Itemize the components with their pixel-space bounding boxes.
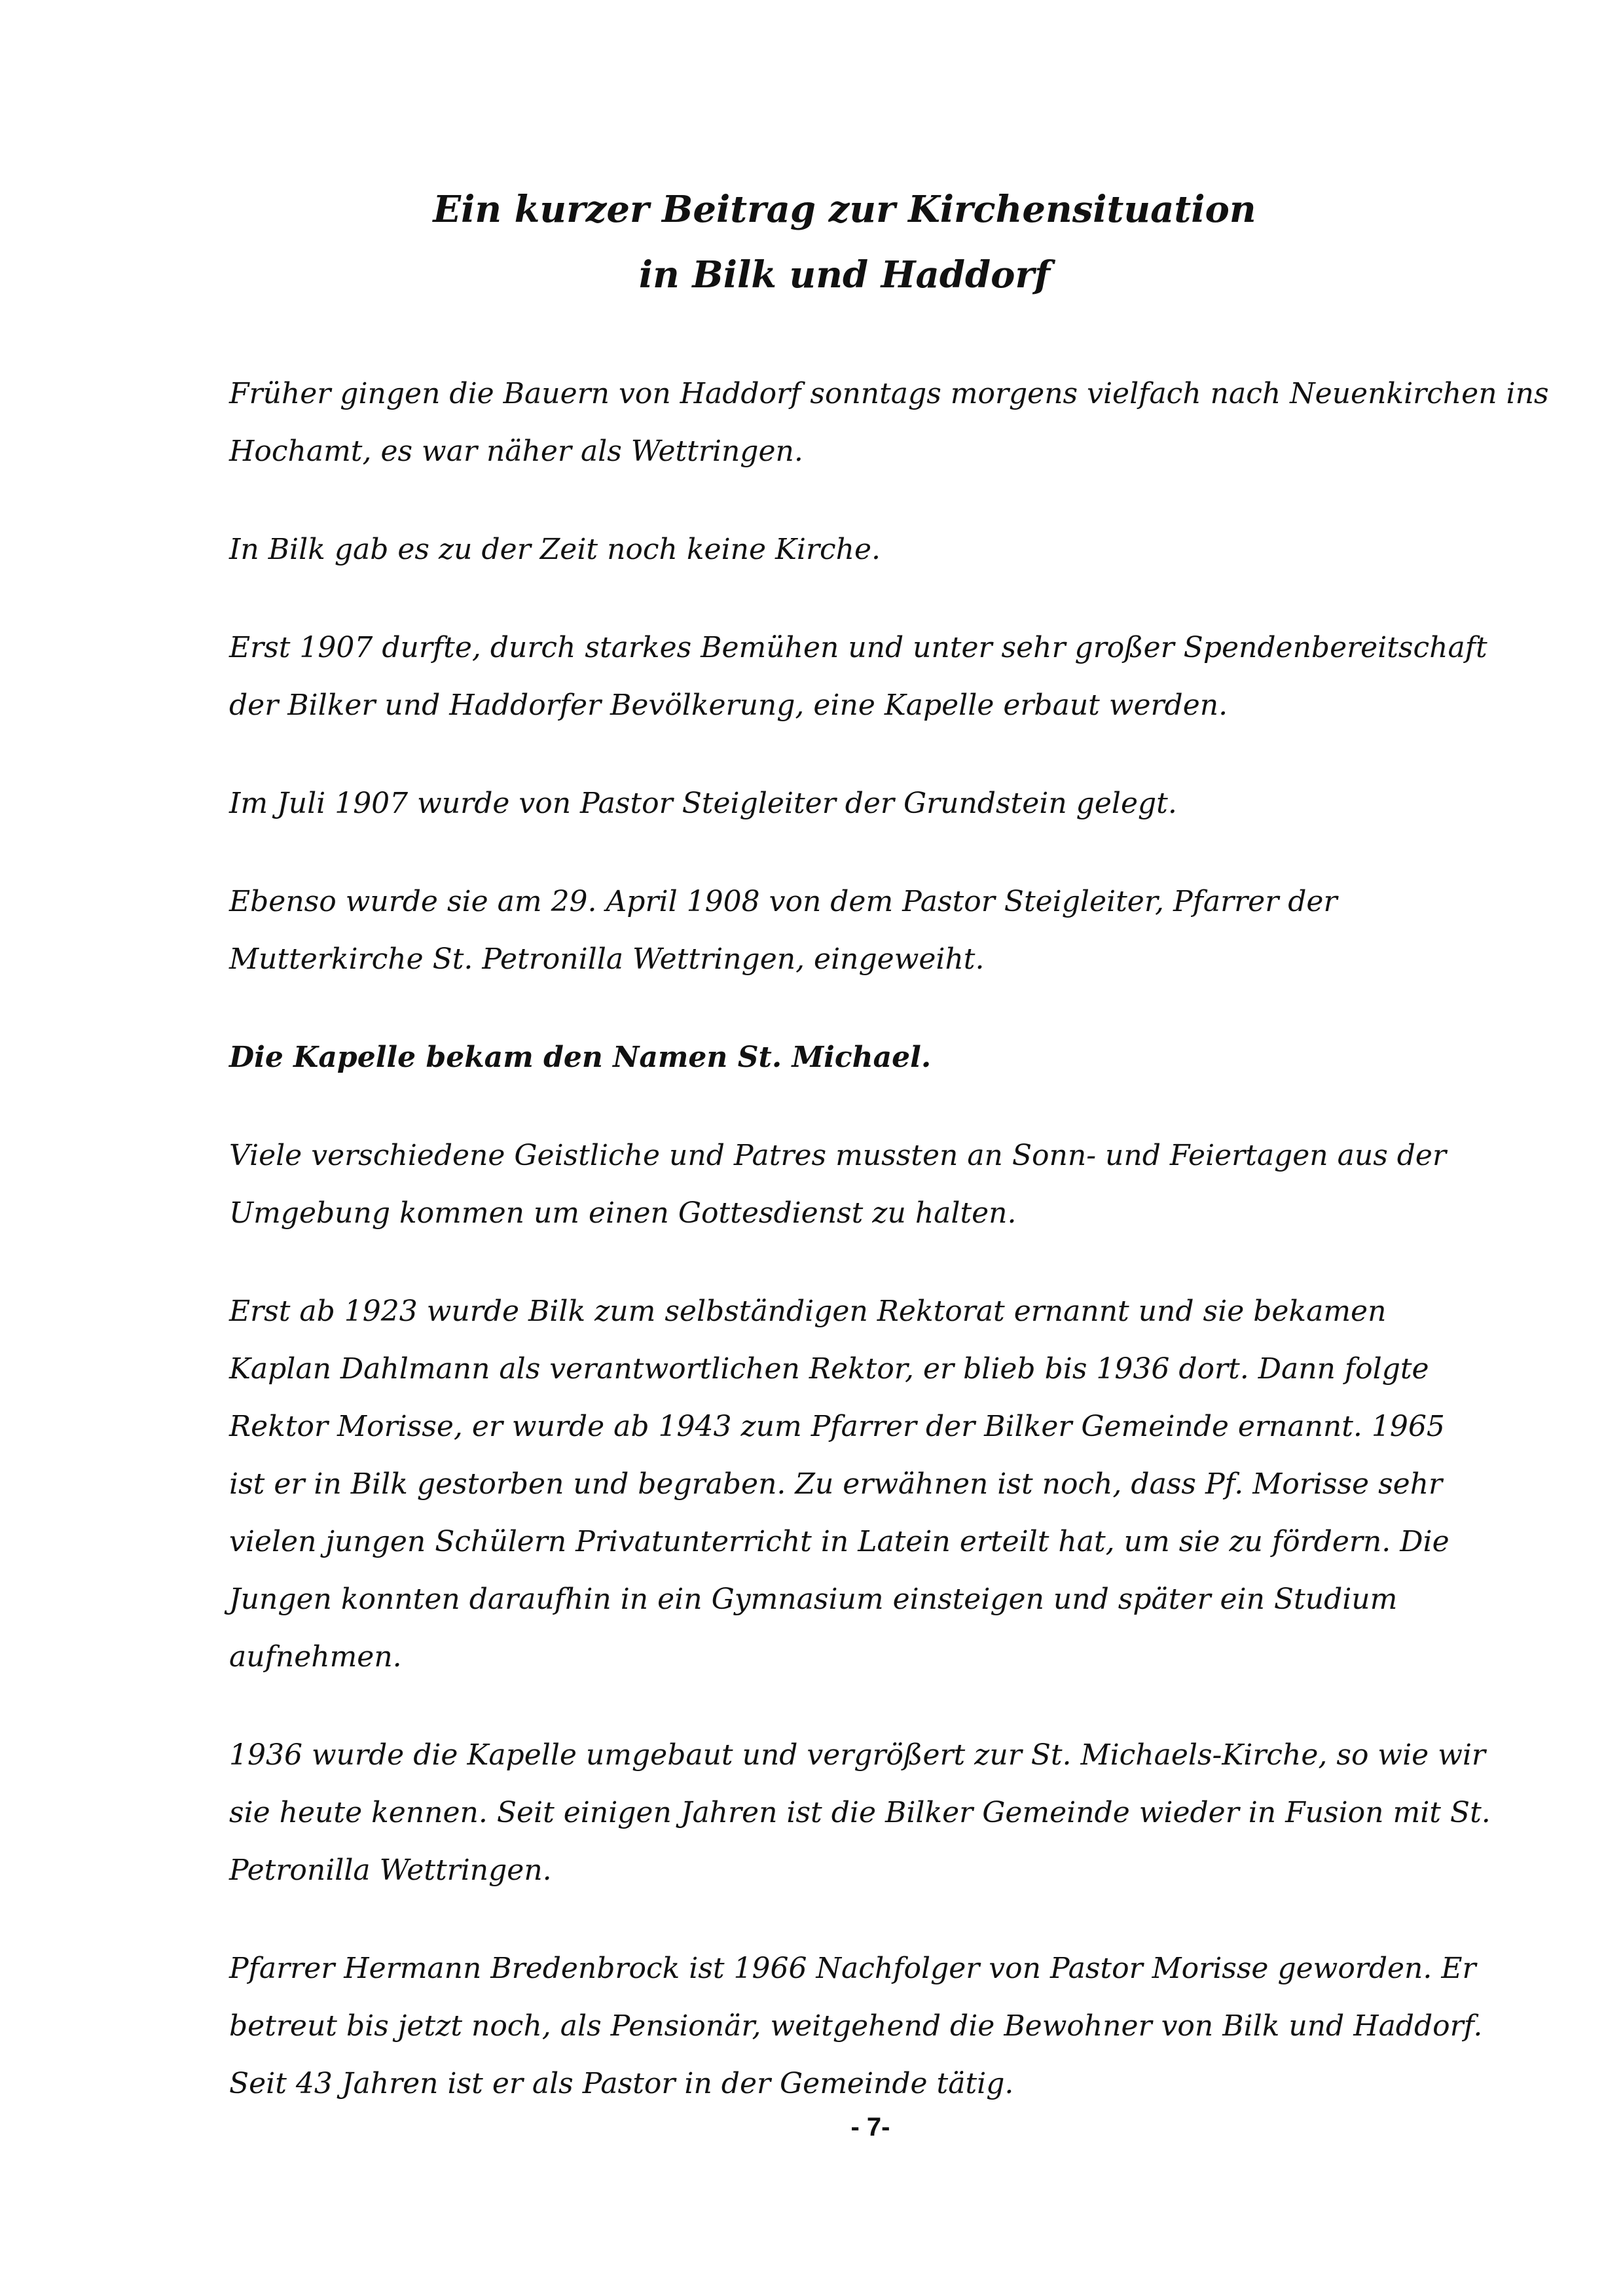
section-heading: [229, 1029, 1460, 1086]
paragraph-4-line-1: Im Juli 1907 wurde von Pastor Steigleiter der Grundstein gelegt.: [229, 787, 1177, 820]
paragraph-8-line-1: 1936 wurde die Kapelle umgebaut und vergrößert zur St. Michaels-Kirche, so wie wir: [229, 1738, 1486, 1772]
paragraph-7-line-6: Jungen konnten daraufhin in ein Gymnasium einsteigen und später ein Studium: [229, 1583, 1398, 1616]
paragraph-8: [229, 1727, 1491, 1899]
paragraph-8-line-2: sie heute kennen. Seit einigen Jahren ist die Bilker Gemeinde wieder in Fusion mit St.: [229, 1796, 1491, 1829]
paragraph-7-line-3: Rektor Morisse, er wurde ab 1943 zum Pfarrer der Bilker Gemeinde ernannt. 1965: [229, 1410, 1445, 1443]
paragraph-9-line-2: betreut bis jetzt noch, als Pensionär, weitgehend die Bewohner von Bilk und Haddorf.: [229, 2009, 1483, 2043]
paragraph-7-line-5: vielen jungen Schülern Privatunterricht in Latein erteilt hat, um sie zu fördern. Die: [229, 1525, 1450, 1558]
paragraph-3: [229, 619, 1487, 734]
page-title: [229, 177, 1460, 308]
paragraph-6: [229, 1127, 1460, 1242]
paragraph-1-line-2: Hochamt, es war näher als Wettringen.: [229, 435, 803, 468]
paragraph-1-line-1: Früher gingen die Bauern von Haddorf sonntags morgens vielfach nach Neuenkirchen ins: [229, 377, 1549, 410]
paragraph-1: [229, 365, 1549, 480]
paragraph-7-line-4: ist er in Bilk gestorben und begraben. Zu erwähnen ist noch, dass Pf. Morisse sehr: [229, 1467, 1443, 1501]
paragraph-5-line-1: Ebenso wurde sie am 29. April 1908 von dem Pastor Steigleiter, Pfarrer der: [229, 885, 1338, 918]
paragraph-7-line-2: Kaplan Dahlmann als verantwortlichen Rektor, er blieb bis 1936 dort. Dann folgte: [229, 1352, 1429, 1386]
paragraph-6-line-2: Umgebung kommen um einen Gottesdienst zu halten.: [229, 1196, 1017, 1230]
paragraph-8-line-3: Petronilla Wettringen.: [229, 1854, 552, 1887]
paragraph-3-line-2: der Bilker und Haddorfer Bevölkerung, eine Kapelle erbaut werden.: [229, 689, 1228, 722]
paragraph-2: [229, 521, 1460, 579]
document-content: [229, 177, 1549, 2153]
paragraph-9-line-3: Seit 43 Jahren ist er als Pastor in der Gemeinde tätig.: [229, 2067, 1014, 2100]
paragraph-9: [229, 1940, 1483, 2113]
paragraph-5: [229, 873, 1460, 988]
paragraph-6-line-1: Viele verschiedene Geistliche und Patres mussten an Sonn- und Feiertagen aus der: [229, 1139, 1446, 1172]
page-title-line-2: in Bilk und Haddorf: [638, 253, 1051, 296]
paragraph-7-line-7: aufnehmen.: [229, 1640, 402, 1674]
page-number: - 7-: [850, 2113, 890, 2142]
paragraph-3-line-1: Erst 1907 durfte, durch starkes Bemühen und unter sehr großer Spendenbereitschaft: [229, 631, 1487, 664]
paragraph-9-line-1: Pfarrer Hermann Bredenbrock ist 1966 Nachfolger von Pastor Morisse geworden. Er: [229, 1952, 1476, 1985]
paragraph-2-line-1: In Bilk gab es zu der Zeit noch keine Kirche.: [229, 533, 881, 566]
paragraph-7-line-1: Erst ab 1923 wurde Bilk zum selbständigen Rektorat ernannt und sie bekamen: [229, 1295, 1387, 1328]
paragraph-4: [229, 775, 1460, 833]
paragraph-5-line-2: Mutterkirche St. Petronilla Wettringen, eingeweiht.: [229, 942, 985, 976]
page-title-line-1: Ein kurzer Beitrag zur Kirchensituation: [433, 188, 1256, 231]
paragraph-7: [229, 1283, 1460, 1686]
section-heading-line-1: Die Kapelle bekam den Namen St. Michael.: [229, 1041, 932, 1074]
